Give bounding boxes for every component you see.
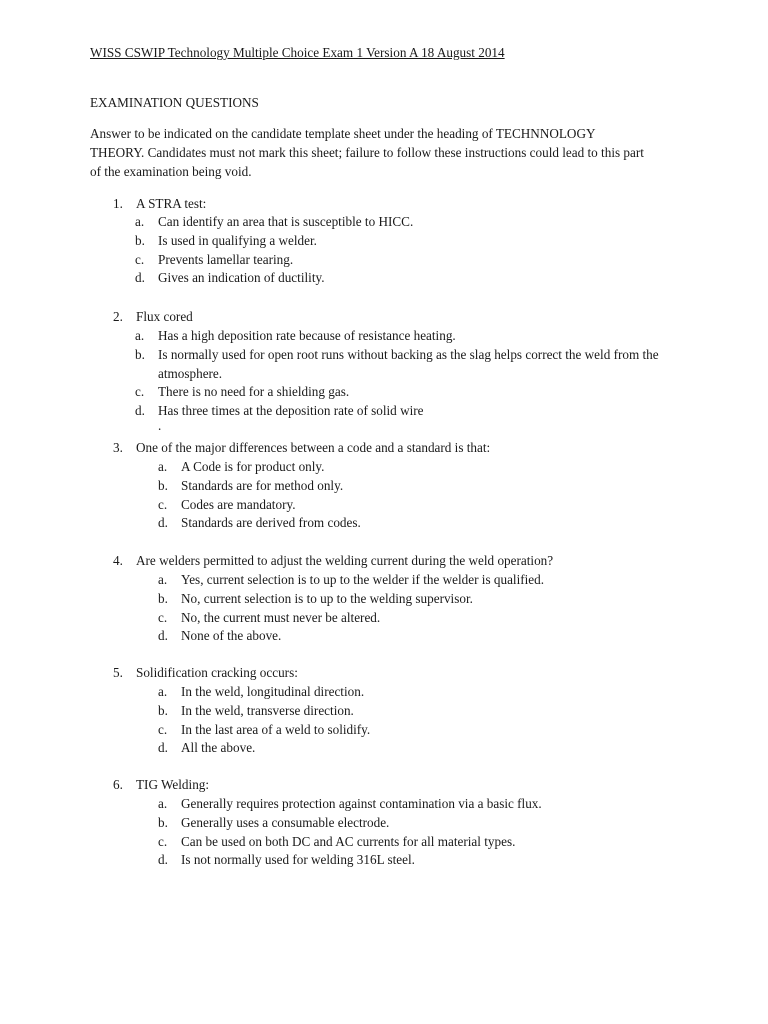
option-letter: d. bbox=[158, 740, 168, 756]
option-letter: d. bbox=[158, 628, 168, 644]
option-letter: c. bbox=[135, 251, 145, 267]
option-letter: a. bbox=[158, 459, 168, 474]
option-text: All the above. bbox=[181, 740, 256, 756]
document-header: WISS CSWIP Technology Multiple Choice Exam 1 Version A 18 August 2014 bbox=[90, 45, 505, 60]
question-text: TIG Welding: bbox=[136, 777, 210, 792]
option-letter: a. bbox=[135, 328, 145, 343]
option-text: In the last area of a weld to solidify. bbox=[181, 721, 371, 737]
option-text: Standards are derived from codes. bbox=[181, 515, 361, 531]
question-text: Are welders permitted to adjust the welding current during the weld operation? bbox=[136, 553, 554, 568]
option-letter: c. bbox=[158, 496, 168, 512]
option-text: Prevents lamellar tearing. bbox=[158, 251, 294, 267]
option-text: There is no need for a shielding gas. bbox=[158, 384, 350, 400]
option-text: In the weld, longitudinal direction. bbox=[181, 684, 365, 699]
question-number: 6. bbox=[113, 777, 123, 792]
question-text: One of the major differences between a code and a standard is that: bbox=[136, 440, 491, 455]
option-text: In the weld, transverse direction. bbox=[181, 702, 354, 718]
option-letter: c. bbox=[158, 833, 168, 849]
instructions-paragraph: Answer to be indicated on the candidate template sheet under the heading of TECHNNOLOGY THEORY. Candidates must not mark this sheet; failure to follow these instructions could lead to this part of the examination being void. bbox=[90, 126, 644, 179]
option-letter: a. bbox=[135, 214, 145, 229]
option-letter: b. bbox=[158, 590, 168, 606]
option-letter: b. bbox=[135, 232, 145, 248]
question-number: 3. bbox=[113, 440, 123, 455]
stray-period: . bbox=[158, 418, 162, 433]
question-text: A STRA test: bbox=[136, 196, 207, 211]
question-number: 1. bbox=[113, 196, 123, 211]
option-text: Gives an indication of ductility. bbox=[158, 270, 325, 286]
option-text: A Code is for product only. bbox=[181, 459, 325, 474]
option-letter: b. bbox=[135, 346, 145, 362]
option-letter: a. bbox=[158, 684, 168, 699]
question-text: Solidification cracking occurs: bbox=[136, 665, 298, 680]
option-letter: b. bbox=[158, 702, 168, 718]
option-text: Generally requires protection against contamination via a basic flux. bbox=[181, 796, 542, 811]
option-letter: c. bbox=[135, 384, 145, 400]
option-text: Is not normally used for welding 316L steel. bbox=[181, 852, 415, 868]
option-text: Can identify an area that is susceptible to HICC. bbox=[158, 214, 414, 229]
option-text: Has three times at the deposition rate of solid wire bbox=[158, 403, 424, 419]
option-letter: d. bbox=[135, 403, 145, 419]
section-heading: EXAMINATION QUESTIONS bbox=[90, 95, 259, 110]
question-text: Flux cored bbox=[136, 309, 193, 324]
option-letter: d. bbox=[135, 270, 145, 286]
question-number: 2. bbox=[113, 309, 123, 324]
option-letter: d. bbox=[158, 852, 168, 868]
option-text: Standards are for method only. bbox=[181, 477, 344, 493]
option-letter: a. bbox=[158, 572, 168, 587]
option-text: None of the above. bbox=[181, 628, 282, 644]
option-text: Generally uses a consumable electrode. bbox=[181, 814, 390, 830]
question-number: 5. bbox=[113, 665, 123, 680]
option-letter: b. bbox=[158, 814, 168, 830]
option-text: No, current selection is to up to the welding supervisor. bbox=[181, 590, 473, 606]
option-letter: d. bbox=[158, 515, 168, 531]
option-letter: a. bbox=[158, 796, 168, 811]
option-letter: c. bbox=[158, 721, 168, 737]
option-text: No, the current must never be altered. bbox=[181, 609, 381, 625]
option-letter: b. bbox=[158, 477, 168, 493]
option-text: Has a high deposition rate because of resistance heating. bbox=[158, 328, 456, 343]
option-text: Yes, current selection is to up to the welder if the welder is qualified. bbox=[181, 572, 545, 587]
question-number: 4. bbox=[113, 553, 123, 568]
option-text: Is normally used for open root runs without backing as the slag helps correct the weld from the atmosphere. bbox=[158, 346, 659, 381]
option-text: Codes are mandatory. bbox=[181, 496, 296, 512]
option-text: Can be used on both DC and AC currents for all material types. bbox=[181, 833, 516, 849]
option-letter: c. bbox=[158, 609, 168, 625]
option-text: Is used in qualifying a welder. bbox=[158, 232, 317, 248]
